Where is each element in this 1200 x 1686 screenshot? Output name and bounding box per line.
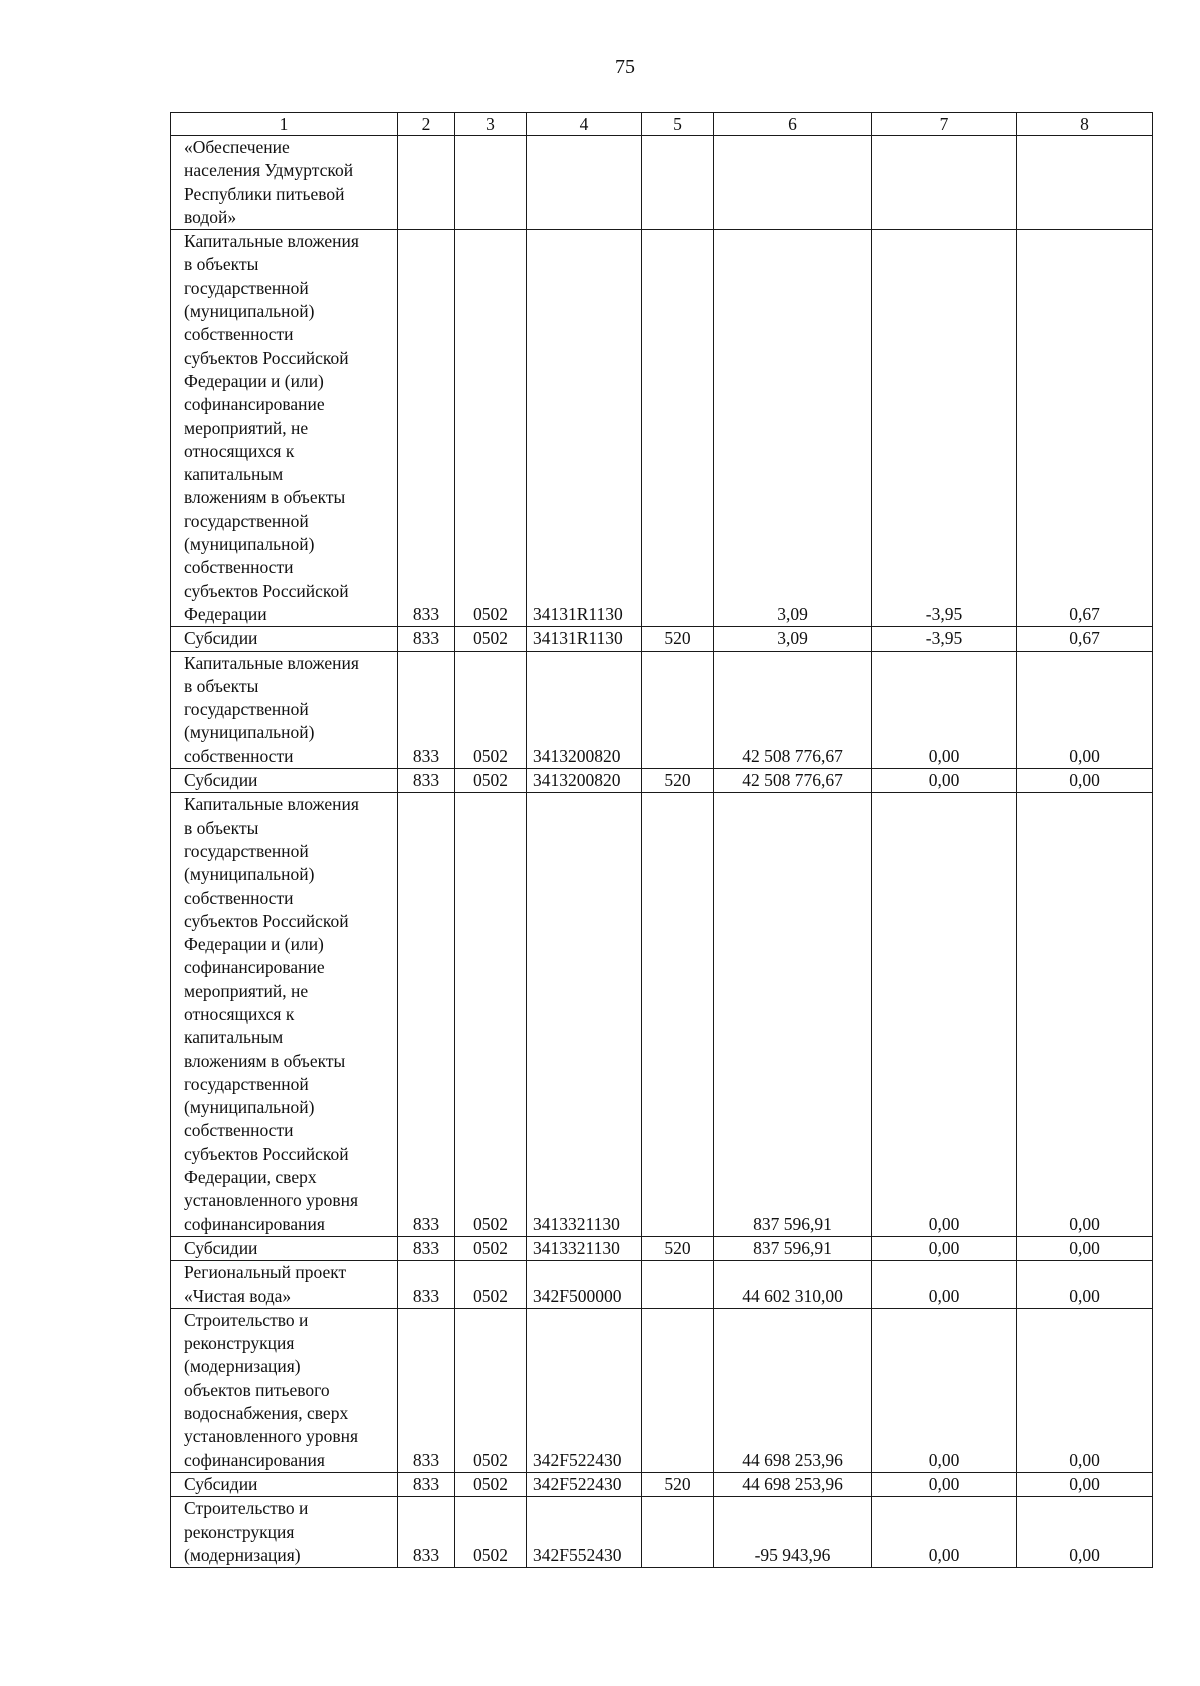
amount-col-6: 3,09 — [714, 230, 872, 627]
column-number-header-row — [171, 113, 1153, 136]
amount-col-7: -3,95 — [872, 627, 1017, 651]
target-article-code: 3413321130 — [527, 793, 642, 1237]
ministry-code: 833 — [398, 230, 455, 627]
column-number: 8 — [1017, 113, 1153, 136]
expense-item-name — [171, 1236, 398, 1260]
budget-table — [170, 112, 1153, 1568]
amount-col-8: 0,00 — [1017, 1472, 1153, 1496]
target-article-code: 3413200820 — [527, 651, 642, 768]
expense-item-name — [171, 230, 398, 627]
amount-col-8: 0,00 — [1017, 793, 1153, 1237]
section-code: 0502 — [455, 1497, 527, 1568]
expense-item-label: Строительство и реконструкция (модернизация) — [184, 1498, 309, 1565]
column-number: 1 — [171, 113, 398, 136]
expense-type-code — [642, 793, 714, 1237]
table-row — [171, 1497, 1153, 1568]
expense-item-label: Капитальные вложения в объекты государственной (муниципальной) собственности — [184, 652, 359, 766]
expense-item-label: Субсидии — [184, 770, 258, 791]
amount-col-8: 0,00 — [1017, 651, 1153, 768]
table-row — [171, 1472, 1153, 1496]
table-row — [171, 651, 1153, 768]
ministry-code: 833 — [398, 651, 455, 768]
target-article-code: 342F552430 — [527, 1497, 642, 1568]
table-row — [171, 136, 1153, 230]
amount-col-7: 0,00 — [872, 1472, 1017, 1496]
amount-col-6: 44 698 253,96 — [714, 1472, 872, 1496]
page-number: 75 — [615, 56, 635, 78]
ministry-code — [398, 136, 455, 230]
amount-col-6: 44 602 310,00 — [714, 1261, 872, 1309]
amount-col-6: -95 943,96 — [714, 1497, 872, 1568]
amount-col-8: 0,00 — [1017, 1308, 1153, 1472]
amount-col-7: 0,00 — [872, 651, 1017, 768]
ministry-code: 833 — [398, 1261, 455, 1309]
expense-type-code: 520 — [642, 1472, 714, 1496]
amount-col-6: 837 596,91 — [714, 793, 872, 1237]
section-code: 0502 — [455, 230, 527, 627]
expense-item-name — [171, 1261, 398, 1309]
expense-type-code: 520 — [642, 769, 714, 793]
amount-col-6: 44 698 253,96 — [714, 1308, 872, 1472]
expense-item-label: Строительство и реконструкция (модернизация) объектов питьевого водоснабжения, сверх установленного уровня софинансирования — [184, 1309, 359, 1470]
section-code: 0502 — [455, 1472, 527, 1496]
expense-item-name — [171, 651, 398, 768]
target-article-code: 3413200820 — [527, 769, 642, 793]
amount-col-7: 0,00 — [872, 1308, 1017, 1472]
expense-type-code: 520 — [642, 627, 714, 651]
target-article-code: 342F522430 — [527, 1308, 642, 1472]
section-code: 0502 — [455, 1261, 527, 1309]
amount-col-6: 42 508 776,67 — [714, 651, 872, 768]
amount-col-8: 0,67 — [1017, 230, 1153, 627]
amount-col-7: -3,95 — [872, 230, 1017, 627]
ministry-code: 833 — [398, 1308, 455, 1472]
column-number: 5 — [642, 113, 714, 136]
amount-col-8 — [1017, 136, 1153, 230]
section-code — [455, 136, 527, 230]
table-row — [171, 627, 1153, 651]
expense-item-name — [171, 136, 398, 230]
target-article-code: 34131R1130 — [527, 627, 642, 651]
expense-type-code — [642, 651, 714, 768]
column-number: 6 — [714, 113, 872, 136]
section-code: 0502 — [455, 1236, 527, 1260]
amount-col-7: 0,00 — [872, 1236, 1017, 1260]
ministry-code: 833 — [398, 769, 455, 793]
expense-item-label: «Обеспечение населения Удмуртской Республики питьевой водой» — [184, 137, 354, 227]
expense-item-label: Капитальные вложения в объекты государственной (муниципальной) собственности субъектов Российской Федерации и (или) софинансирование мероприятий, не относящихся к капитальным вложениям в объекты государственной (муниципальной) собственности субъектов Российской Федерации — [184, 231, 359, 624]
column-number: 3 — [455, 113, 527, 136]
expense-item-label: Субсидии — [184, 1473, 258, 1494]
expense-item-name — [171, 1308, 398, 1472]
column-number: 7 — [872, 113, 1017, 136]
expense-item-name — [171, 769, 398, 793]
amount-col-6: 837 596,91 — [714, 1236, 872, 1260]
expense-item-name — [171, 793, 398, 1237]
target-article-code: 342F500000 — [527, 1261, 642, 1309]
ministry-code: 833 — [398, 1472, 455, 1496]
amount-col-7 — [872, 136, 1017, 230]
table-row — [171, 1261, 1153, 1309]
expense-type-code — [642, 1308, 714, 1472]
amount-col-8: 0,00 — [1017, 769, 1153, 793]
expense-item-name — [171, 1497, 398, 1568]
ministry-code: 833 — [398, 1497, 455, 1568]
table-row — [171, 1236, 1153, 1260]
ministry-code: 833 — [398, 627, 455, 651]
amount-col-8: 0,67 — [1017, 627, 1153, 651]
target-article-code: 3413321130 — [527, 1236, 642, 1260]
target-article-code: 34131R1130 — [527, 230, 642, 627]
expense-item-name — [171, 627, 398, 651]
column-number: 2 — [398, 113, 455, 136]
amount-col-7: 0,00 — [872, 769, 1017, 793]
expense-type-code — [642, 1261, 714, 1309]
expense-type-code: 520 — [642, 1236, 714, 1260]
expense-type-code — [642, 230, 714, 627]
amount-col-8: 0,00 — [1017, 1497, 1153, 1568]
expense-type-code — [642, 136, 714, 230]
section-code: 0502 — [455, 793, 527, 1237]
table-row — [171, 230, 1153, 627]
section-code: 0502 — [455, 651, 527, 768]
section-code: 0502 — [455, 1308, 527, 1472]
amount-col-6: 3,09 — [714, 627, 872, 651]
column-number: 4 — [527, 113, 642, 136]
amount-col-8: 0,00 — [1017, 1236, 1153, 1260]
amount-col-6 — [714, 136, 872, 230]
expense-item-name — [171, 1472, 398, 1496]
target-article-code: 342F522430 — [527, 1472, 642, 1496]
amount-col-7: 0,00 — [872, 1497, 1017, 1568]
target-article-code — [527, 136, 642, 230]
amount-col-7: 0,00 — [872, 1261, 1017, 1309]
expense-type-code — [642, 1497, 714, 1568]
ministry-code: 833 — [398, 1236, 455, 1260]
ministry-code: 833 — [398, 793, 455, 1237]
expense-item-label: Субсидии — [184, 1237, 258, 1258]
section-code: 0502 — [455, 769, 527, 793]
expense-item-label: Капитальные вложения в объекты государственной (муниципальной) собственности субъектов Российской Федерации и (или) софинансирование мероприятий, не относящихся к капитальным вложениям в объекты государственной (муниципальной) собственности субъектов Российской Федерации, сверх установленного уровня софинансирования — [184, 794, 359, 1234]
table-row — [171, 793, 1153, 1237]
table-row — [171, 1308, 1153, 1472]
section-code: 0502 — [455, 627, 527, 651]
table-row — [171, 769, 1153, 793]
expense-item-label: Региональный проект «Чистая вода» — [184, 1262, 347, 1306]
amount-col-8: 0,00 — [1017, 1261, 1153, 1309]
amount-col-7: 0,00 — [872, 793, 1017, 1237]
expense-item-label: Субсидии — [184, 628, 258, 649]
amount-col-6: 42 508 776,67 — [714, 769, 872, 793]
